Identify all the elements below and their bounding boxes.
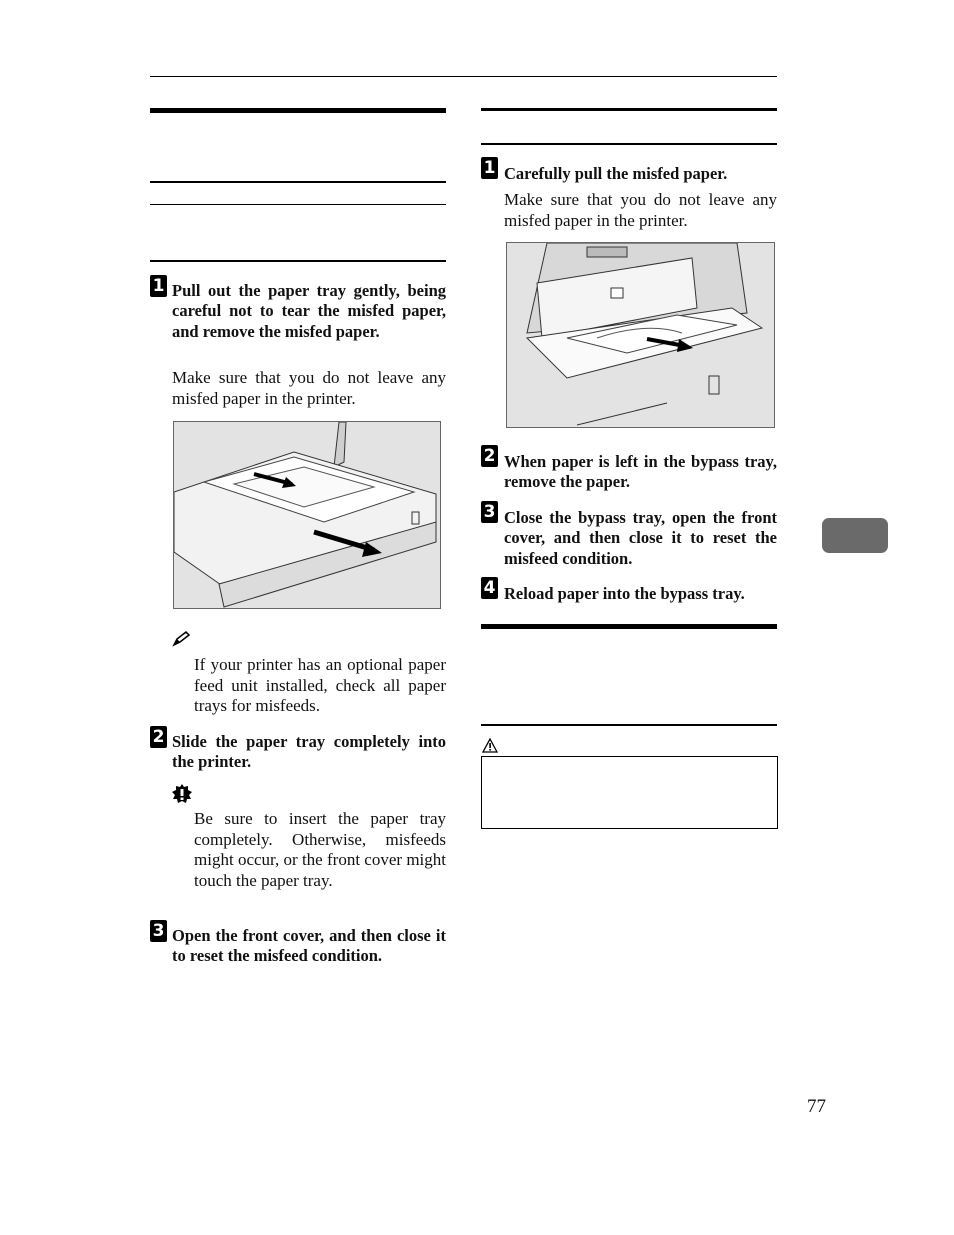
warning-icon	[482, 738, 498, 753]
bypass-tray-illustration	[506, 242, 775, 428]
step-number: 2	[481, 445, 498, 467]
section-heading-rule	[481, 108, 777, 111]
important-icon	[172, 784, 192, 804]
step-number: 1	[481, 157, 498, 179]
important-text: Be sure to insert the paper tray completely. Otherwise, misfeeds might occur, or the front cover might touch the paper tray.	[194, 809, 446, 890]
step-number: 2	[150, 726, 167, 748]
caution-box	[481, 756, 778, 829]
step-instruction: Close the bypass tray, open the front cover, and then close it to reset the misfeed condition.	[504, 508, 777, 568]
procedure-rule	[481, 143, 777, 145]
subsection-rule-top	[150, 181, 446, 183]
section-heading-rule	[150, 108, 446, 113]
step-number: 3	[150, 920, 167, 942]
step-number: 3	[481, 501, 498, 523]
paper-tray-illustration	[173, 421, 441, 609]
step-instruction: When paper is left in the bypass tray, remove the paper.	[504, 452, 777, 492]
step-instruction: Reload paper into the bypass tray.	[504, 584, 745, 603]
section-heading-rule	[481, 624, 777, 629]
step-instruction: Carefully pull the misfed paper.	[504, 164, 728, 183]
step-instruction: Pull out the paper tray gently, being careful not to tear the misfed paper, and remove the misfed paper.	[172, 281, 446, 341]
step-number: 4	[481, 577, 498, 599]
note-text: If your printer has an optional paper feed unit installed, check all paper trays for misfeeds.	[194, 655, 446, 715]
subsection-rule-bottom	[150, 204, 446, 205]
pencil-icon	[172, 630, 192, 648]
chapter-tab	[822, 518, 888, 553]
step-detail: Make sure that you do not leave any misfed paper in the printer.	[172, 368, 446, 408]
procedure-rule	[150, 260, 446, 262]
step-instruction: Slide the paper tray completely into the printer.	[172, 732, 446, 772]
subsection-rule	[481, 724, 777, 726]
step-detail: Make sure that you do not leave any misfed paper in the printer.	[504, 190, 777, 230]
step-instruction: Open the front cover, and then close it to reset the misfeed condition.	[172, 926, 446, 966]
step-number: 1	[150, 275, 167, 297]
header-rule	[150, 76, 777, 77]
page-number: 77	[807, 1096, 826, 1117]
